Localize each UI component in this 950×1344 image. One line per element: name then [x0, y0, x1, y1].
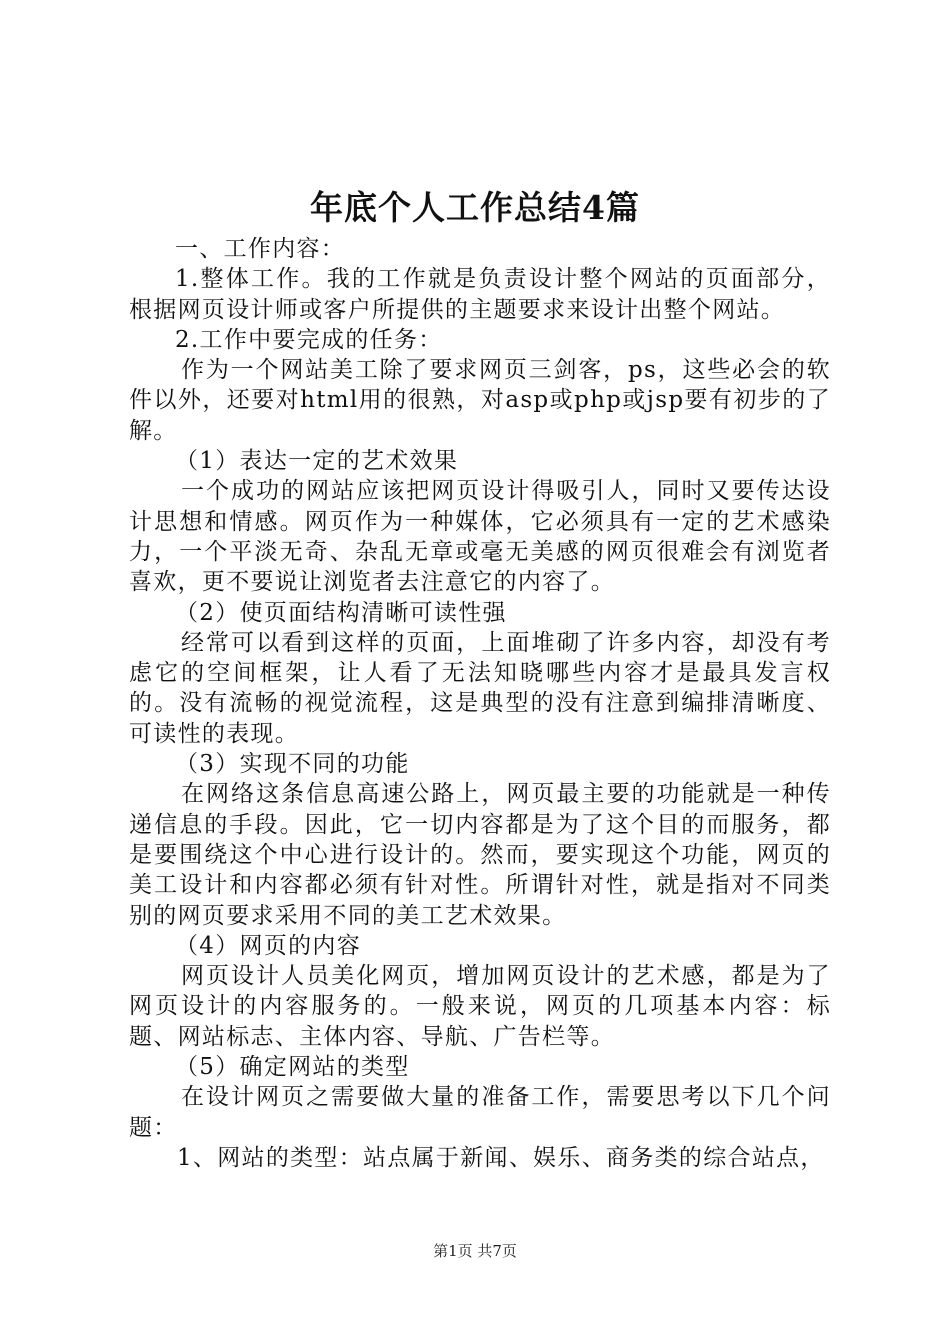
paragraph: （1）表达一定的艺术效果 — [175, 448, 459, 475]
page-footer: 第1页 共7页 — [433, 1242, 517, 1260]
paragraph: （4）网页的内容 — [175, 932, 362, 959]
document-body — [129, 234, 831, 1173]
paragraph: 在设计网页之需要做大量的准备工作，需要思考以下几个问题： — [129, 1084, 831, 1141]
paragraph: （3）实现不同的功能 — [175, 751, 410, 778]
paragraph: 一、工作内容： — [175, 236, 346, 262]
paragraph: （2）使页面结构清晰可读性强 — [175, 599, 507, 626]
paragraph: （5）确定网站的类型 — [175, 1054, 410, 1081]
paragraph: 1.整体工作。我的工作就是负责设计整个网站的页面部分，根据网页设计师或客户所提供的主题要求来设计出整个网站。 — [129, 266, 831, 323]
paragraph: 2.工作中要完成的任务： — [175, 326, 443, 353]
paragraph: 一个成功的网站应该把网页设计得吸引人，同时又要传达设计思想和情感。网页作为一种媒体，它必须具有一定的艺术感染力，一个平淡无奇、杂乱无章或毫无美感的网页很难会有浏览者喜欢，更不要说让浏览者去注意它的内容了。 — [129, 478, 831, 596]
paragraph: 作为一个网站美工除了要求网页三剑客，ps，这些必会的软件以外，还要对html用的很熟，对asp或php或jsp要有初步的了解。 — [129, 357, 831, 444]
paragraph: 网页设计人员美化网页，增加网页设计的艺术感，都是为了网页设计的内容服务的。一般来说，网页的几项基本内容：标题、网站标志、主体内容、导航、广告栏等。 — [129, 963, 831, 1050]
paragraph: 在网络这条信息高速公路上，网页最主要的功能就是一种传递信息的手段。因此，它一切内容都是为了这个目的而服务，都是要围绕这个中心进行设计的。然而，要实现这个功能，网页的美工设计和内容都必须有针对性。所谓针对性，就是指对不同类别的网页要求采用不同的美工艺术效果。 — [129, 781, 831, 929]
document-title: 年底个人工作总结4篇 — [310, 188, 640, 227]
paragraph: 1、网站的类型：站点属于新闻、娱乐、商务类的综合站点， — [177, 1144, 825, 1171]
paragraph: 经常可以看到这样的页面，上面堆砌了许多内容，却没有考虑它的空间框架，让人看了无法知晓哪些内容才是最具发言权的。没有流畅的视觉流程，这是典型的没有注意到编排清晰度、可读性的表现。 — [129, 629, 831, 747]
